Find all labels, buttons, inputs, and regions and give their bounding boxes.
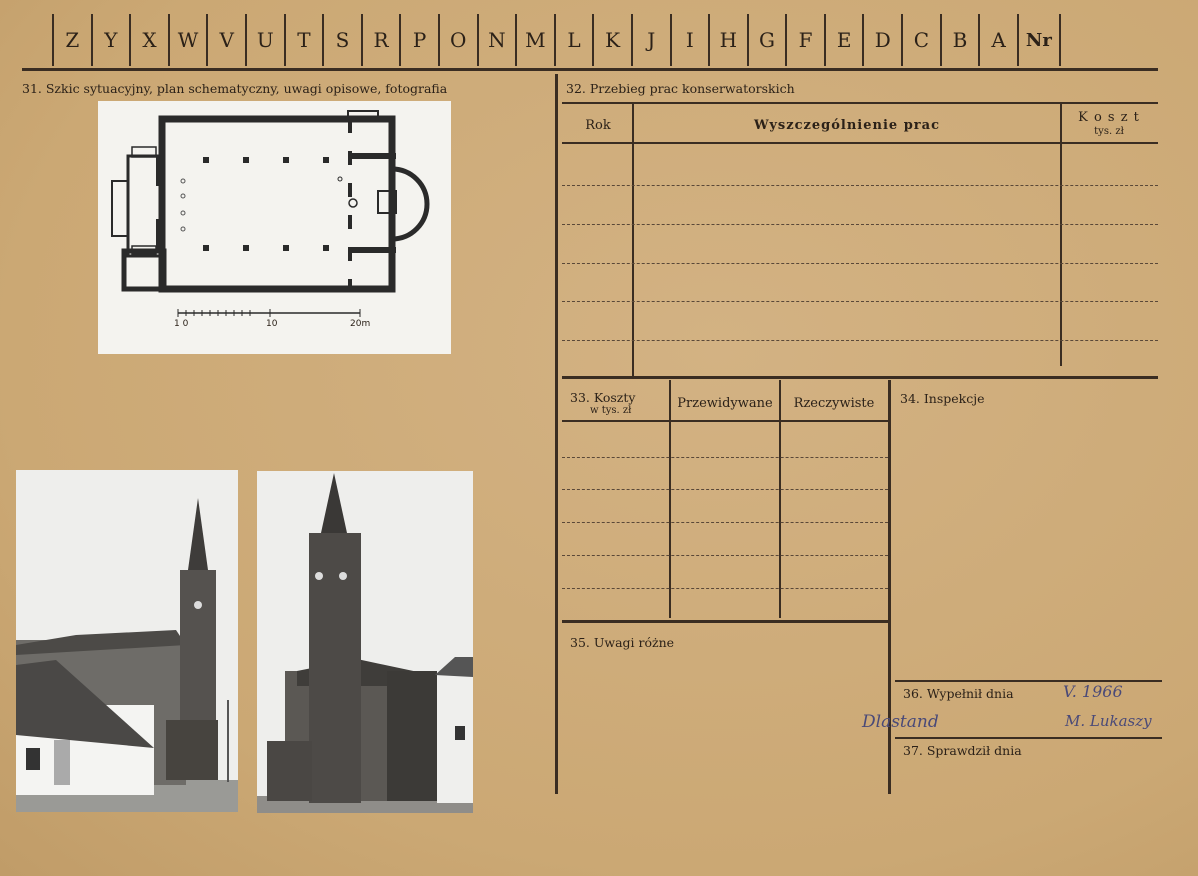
table32-col2 bbox=[1060, 104, 1062, 366]
row-line bbox=[562, 340, 1158, 341]
header-nr: Nr bbox=[1017, 14, 1061, 66]
section-34-label: 34. Inspekcje bbox=[900, 391, 985, 406]
header-letter-b: B bbox=[940, 14, 979, 66]
header-letter-p: P bbox=[399, 14, 438, 66]
row-line bbox=[562, 301, 1158, 302]
header-letter-f: F bbox=[785, 14, 824, 66]
section-33-label: 33. Koszty bbox=[570, 390, 636, 405]
header-letter-row bbox=[52, 14, 1061, 66]
col-rzeczywiste: Rzeczywiste bbox=[793, 396, 875, 411]
church-photo-right bbox=[257, 471, 473, 813]
row-line bbox=[562, 522, 888, 523]
col-wyszczegolnienie: Wyszczególnienie prac bbox=[754, 118, 940, 133]
table32-top bbox=[562, 102, 1158, 104]
header-letter-y: Y bbox=[91, 14, 130, 66]
header-rule bbox=[22, 68, 1158, 71]
fill-date: V. 1966 bbox=[1063, 682, 1123, 701]
signature-checker: M. Lukaszy bbox=[1065, 712, 1152, 730]
header-letter-v: V bbox=[206, 14, 245, 66]
table33-bottom bbox=[562, 620, 888, 623]
col-koszt: K o s z t bbox=[1078, 110, 1140, 125]
section-31-label: 31. Szkic sytuacyjny, plan schematyczny, uwagi opisowe, fotografia bbox=[22, 81, 448, 96]
col-przewidywane: Przewidywane bbox=[677, 396, 773, 411]
row-line bbox=[562, 263, 1158, 264]
header-letter-m: M bbox=[515, 14, 554, 66]
row-line bbox=[562, 457, 888, 458]
header-letter-n: N bbox=[477, 14, 516, 66]
header-letter-e: E bbox=[824, 14, 863, 66]
header-letter-t: T bbox=[284, 14, 323, 66]
main-divider bbox=[555, 74, 558, 794]
section-separator bbox=[562, 376, 1158, 379]
section-35-label: 35. Uwagi różne bbox=[570, 635, 675, 650]
header-letter-g: G bbox=[747, 14, 786, 66]
scale-label-10: 10 bbox=[266, 319, 278, 329]
row-line bbox=[562, 185, 1158, 186]
table33-col1 bbox=[669, 380, 671, 618]
section-37-top bbox=[895, 737, 1162, 739]
table32-header-bottom bbox=[562, 142, 1158, 144]
floor-plan-drawing bbox=[98, 101, 451, 354]
header-letter-l: L bbox=[554, 14, 593, 66]
col-koszt-unit: tys. zł bbox=[1094, 126, 1124, 137]
header-letter-c: C bbox=[901, 14, 940, 66]
row-line bbox=[562, 555, 888, 556]
section-32-label: 32. Przebieg prac konserwatorskich bbox=[566, 81, 795, 96]
header-letter-u: U bbox=[245, 14, 284, 66]
header-letter-w: W bbox=[168, 14, 207, 66]
table33-header-bottom bbox=[562, 420, 888, 422]
signature-filler: Dlastand bbox=[862, 712, 939, 732]
col-rok: Rok bbox=[585, 118, 611, 133]
row-line bbox=[562, 588, 888, 589]
header-letter-a: A bbox=[978, 14, 1017, 66]
header-letter-d: D bbox=[862, 14, 901, 66]
scale-label-20: 20m bbox=[350, 319, 371, 329]
table32-col1 bbox=[632, 104, 634, 376]
scale-label-0: 1 0 bbox=[174, 319, 189, 329]
header-letter-h: H bbox=[708, 14, 747, 66]
header-letter-i: I bbox=[670, 14, 709, 66]
header-letter-z: Z bbox=[52, 14, 91, 66]
row-line bbox=[562, 224, 1158, 225]
header-letter-j: J bbox=[631, 14, 670, 66]
section-36-label: 36. Wypełnił dnia bbox=[903, 686, 1014, 701]
church-photo-left bbox=[16, 470, 238, 812]
row-line bbox=[562, 489, 888, 490]
section-33-unit: w tys. zł bbox=[590, 405, 632, 416]
header-letter-r: R bbox=[361, 14, 400, 66]
table33-col2 bbox=[779, 380, 781, 618]
header-letter-k: K bbox=[592, 14, 631, 66]
header-letter-o: O bbox=[438, 14, 477, 66]
section-37-label: 37. Sprawdził dnia bbox=[903, 743, 1022, 758]
header-letter-s: S bbox=[322, 14, 361, 66]
header-letter-x: X bbox=[129, 14, 168, 66]
